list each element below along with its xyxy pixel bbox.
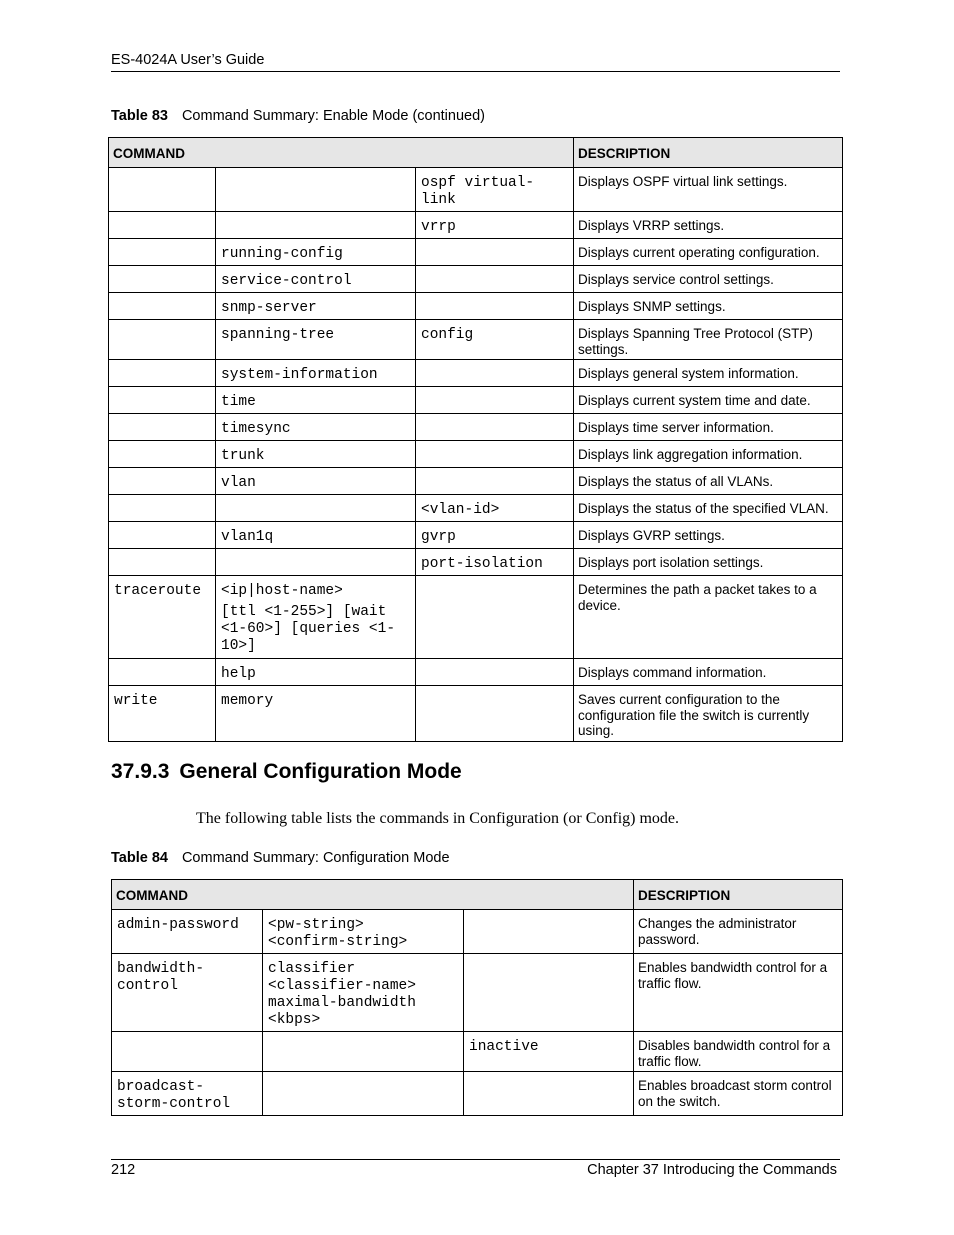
command-column-header: COMMAND [112, 880, 634, 910]
command-cell-text: bandwidth- control [117, 961, 205, 994]
parameter-cell [216, 522, 416, 549]
parameter-cell [216, 686, 416, 742]
subparameter-cell [416, 468, 574, 495]
parameter-cell [216, 212, 416, 239]
description-column-header: DESCRIPTION [634, 880, 843, 910]
table-83 [108, 137, 843, 742]
description-cell [574, 266, 843, 293]
command-cell [109, 387, 216, 414]
table-row [109, 239, 843, 266]
parameter-cell-text: help [221, 666, 256, 682]
description-cell-text: Displays GVRP settings. [578, 528, 725, 543]
subparameter-cell [416, 360, 574, 387]
command-cell [109, 441, 216, 468]
command-cell [109, 360, 216, 387]
subparameter-cell-text: port-isolation [421, 556, 543, 572]
command-cell [109, 266, 216, 293]
parameter-cell-text: <ip|host-name> [221, 583, 343, 599]
table-row [112, 1072, 843, 1116]
description-cell [574, 549, 843, 576]
subparameter-cell [416, 576, 574, 659]
description-cell [574, 495, 843, 522]
table-row [112, 1032, 843, 1072]
description-cell-text: Displays current operating configuration. [578, 245, 820, 260]
running-header: ES-4024A User’s Guide [111, 52, 265, 68]
command-cell [109, 468, 216, 495]
intro-paragraph: The following table lists the commands in Configuration (or Config) mode. [196, 810, 680, 827]
table-84-title: Command Summary: Configuration Mode [181, 850, 450, 866]
subparameter-cell-text: vrrp [421, 219, 456, 235]
description-cell [574, 212, 843, 239]
parameter-cell-text: running-config [221, 246, 343, 262]
description-cell [574, 576, 843, 659]
parameter-cell [216, 293, 416, 320]
subparameter-cell-text: <vlan-id> [421, 502, 500, 518]
parameter-options-text: [ttl <1-255>] [wait <1-60>] [queries <1- 10>] [221, 604, 396, 654]
description-cell [574, 441, 843, 468]
parameter-cell [263, 910, 464, 954]
table-row [109, 468, 843, 495]
parameter-cell [216, 239, 416, 266]
description-cell [574, 522, 843, 549]
parameter-cell [216, 659, 416, 686]
description-cell-text: Displays the status of the specified VLAN. [578, 501, 829, 516]
description-cell-text: Saves current configuration to the configuration file the switch is currently using. [578, 692, 810, 738]
page-number: 212 [111, 1162, 136, 1178]
parameter-cell [216, 468, 416, 495]
subparameter-cell [416, 320, 574, 360]
description-cell-text: Determines the path a packet takes to a device. [578, 582, 817, 613]
parameter-cell [216, 414, 416, 441]
description-cell-text: Displays OSPF virtual link settings. [578, 174, 788, 189]
table-row [109, 549, 843, 576]
parameter-cell [263, 1072, 464, 1116]
table-row [109, 441, 843, 468]
table-84-header-row [112, 880, 843, 910]
description-cell [634, 910, 843, 954]
table-83-header-row [109, 138, 843, 168]
parameter-cell-text: classifier <classifier-name> maximal-bandwidth <kbps> [268, 961, 416, 1028]
description-cell-text: Displays current system time and date. [578, 393, 811, 408]
section-number: 37.9.3 [111, 760, 170, 783]
command-cell [112, 954, 263, 1032]
description-cell-text: Displays SNMP settings. [578, 299, 726, 314]
subparameter-cell [416, 266, 574, 293]
parameter-cell [216, 168, 416, 212]
description-cell [634, 1072, 843, 1116]
description-cell [574, 387, 843, 414]
command-cell [109, 414, 216, 441]
description-cell-text: Enables broadcast storm control on the switch. [638, 1078, 832, 1109]
table-row [109, 266, 843, 293]
description-cell [634, 1032, 843, 1072]
parameter-cell-text: timesync [221, 421, 291, 437]
table-84 [111, 879, 843, 1116]
table-row [112, 910, 843, 954]
table-83-number: Table 83 [111, 108, 168, 124]
description-cell-text: Displays general system information. [578, 366, 799, 381]
command-cell-text: traceroute [114, 583, 202, 599]
table-84-number: Table 84 [111, 850, 168, 866]
parameter-cell-text: vlan1q [221, 529, 274, 545]
subparameter-cell-text: gvrp [421, 529, 456, 545]
table-row [109, 168, 843, 212]
table-row [109, 293, 843, 320]
command-cell [109, 549, 216, 576]
parameter-cell-text: trunk [221, 448, 265, 464]
table-row [109, 320, 843, 360]
description-cell-text: Displays service control settings. [578, 272, 774, 287]
subparameter-cell [416, 522, 574, 549]
description-cell [574, 168, 843, 212]
subparameter-cell [416, 549, 574, 576]
table-row [109, 414, 843, 441]
description-cell-text: Displays port isolation settings. [578, 555, 764, 570]
command-cell [109, 659, 216, 686]
description-cell-text: Displays link aggregation information. [578, 447, 803, 462]
parameter-cell [263, 1032, 464, 1072]
table-row [109, 360, 843, 387]
description-cell-text: Displays VRRP settings. [578, 218, 725, 233]
table-84-caption [111, 850, 450, 866]
section-heading [111, 760, 462, 784]
section-title: General Configuration Mode [179, 760, 462, 783]
subparameter-cell-text: config [421, 327, 474, 343]
parameter-cell-text: vlan [221, 475, 256, 491]
parameter-cell-text: system-information [221, 367, 378, 383]
subparameter-cell [464, 1072, 634, 1116]
description-cell [574, 468, 843, 495]
subparameter-cell [416, 168, 574, 212]
subparameter-cell-text: ospf virtual- link [421, 175, 535, 208]
command-cell [109, 293, 216, 320]
subparameter-cell [464, 1032, 634, 1072]
parameter-cell-text: <pw-string> <confirm-string> [268, 917, 408, 950]
command-cell-text: broadcast- storm-control [117, 1079, 231, 1112]
parameter-cell [263, 954, 464, 1032]
table-row [109, 387, 843, 414]
command-cell-text: admin-password [117, 917, 239, 933]
subparameter-cell [416, 387, 574, 414]
description-cell [574, 686, 843, 742]
table-row [109, 522, 843, 549]
parameter-cell [216, 549, 416, 576]
table-83-title: Command Summary: Enable Mode (continued) [181, 108, 485, 124]
subparameter-cell [416, 686, 574, 742]
table-row [109, 495, 843, 522]
description-cell [574, 293, 843, 320]
command-cell [109, 686, 216, 742]
subparameter-cell [464, 954, 634, 1032]
parameter-cell [216, 576, 416, 659]
subparameter-cell [416, 495, 574, 522]
command-cell [109, 212, 216, 239]
parameter-cell [216, 266, 416, 293]
table-row [109, 212, 843, 239]
description-cell [634, 954, 843, 1032]
command-cell-text: write [114, 693, 158, 709]
table-row [112, 954, 843, 1032]
table-83-caption [111, 108, 485, 124]
description-cell-text: Displays time server information. [578, 420, 774, 435]
description-cell-text: Disables bandwidth control for a traffic flow. [638, 1038, 831, 1069]
command-cell [109, 522, 216, 549]
subparameter-cell [416, 659, 574, 686]
footer-rule [111, 1159, 840, 1160]
command-cell [112, 910, 263, 954]
description-cell [574, 320, 843, 360]
subparameter-cell [416, 212, 574, 239]
description-column-header: DESCRIPTION [574, 138, 843, 168]
header-rule [111, 71, 840, 72]
description-cell [574, 360, 843, 387]
description-cell-text: Displays Spanning Tree Protocol (STP) settings. [578, 326, 813, 357]
command-cell [109, 495, 216, 522]
description-cell-text: Displays command information. [578, 665, 767, 680]
parameter-cell-text: memory [221, 693, 274, 709]
subparameter-cell [416, 293, 574, 320]
table-row [109, 659, 843, 686]
parameter-cell-text: time [221, 394, 256, 410]
subparameter-cell [416, 414, 574, 441]
table-row [109, 576, 843, 659]
parameter-cell [216, 320, 416, 360]
command-cell [112, 1072, 263, 1116]
parameter-cell [216, 387, 416, 414]
subparameter-cell [464, 910, 634, 954]
description-cell-text: Enables bandwidth control for a traffic flow. [638, 960, 828, 991]
parameter-cell [216, 495, 416, 522]
parameter-cell [216, 441, 416, 468]
parameter-cell-text: snmp-server [221, 300, 317, 316]
parameter-cell [216, 360, 416, 387]
parameter-cell-text: service-control [221, 273, 352, 289]
parameter-cell-text: spanning-tree [221, 327, 335, 343]
command-cell [109, 576, 216, 659]
description-cell [574, 659, 843, 686]
command-column-header: COMMAND [109, 138, 574, 168]
command-cell [112, 1032, 263, 1072]
subparameter-cell [416, 239, 574, 266]
command-cell [109, 320, 216, 360]
subparameter-cell [416, 441, 574, 468]
command-cell [109, 239, 216, 266]
description-cell [574, 414, 843, 441]
table-row [109, 686, 843, 742]
chapter-title: Chapter 37 Introducing the Commands [587, 1162, 837, 1178]
description-cell [574, 239, 843, 266]
description-cell-text: Changes the administrator password. [638, 916, 797, 947]
subparameter-cell-text: inactive [469, 1039, 539, 1055]
description-cell-text: Displays the status of all VLANs. [578, 474, 774, 489]
command-cell [109, 168, 216, 212]
